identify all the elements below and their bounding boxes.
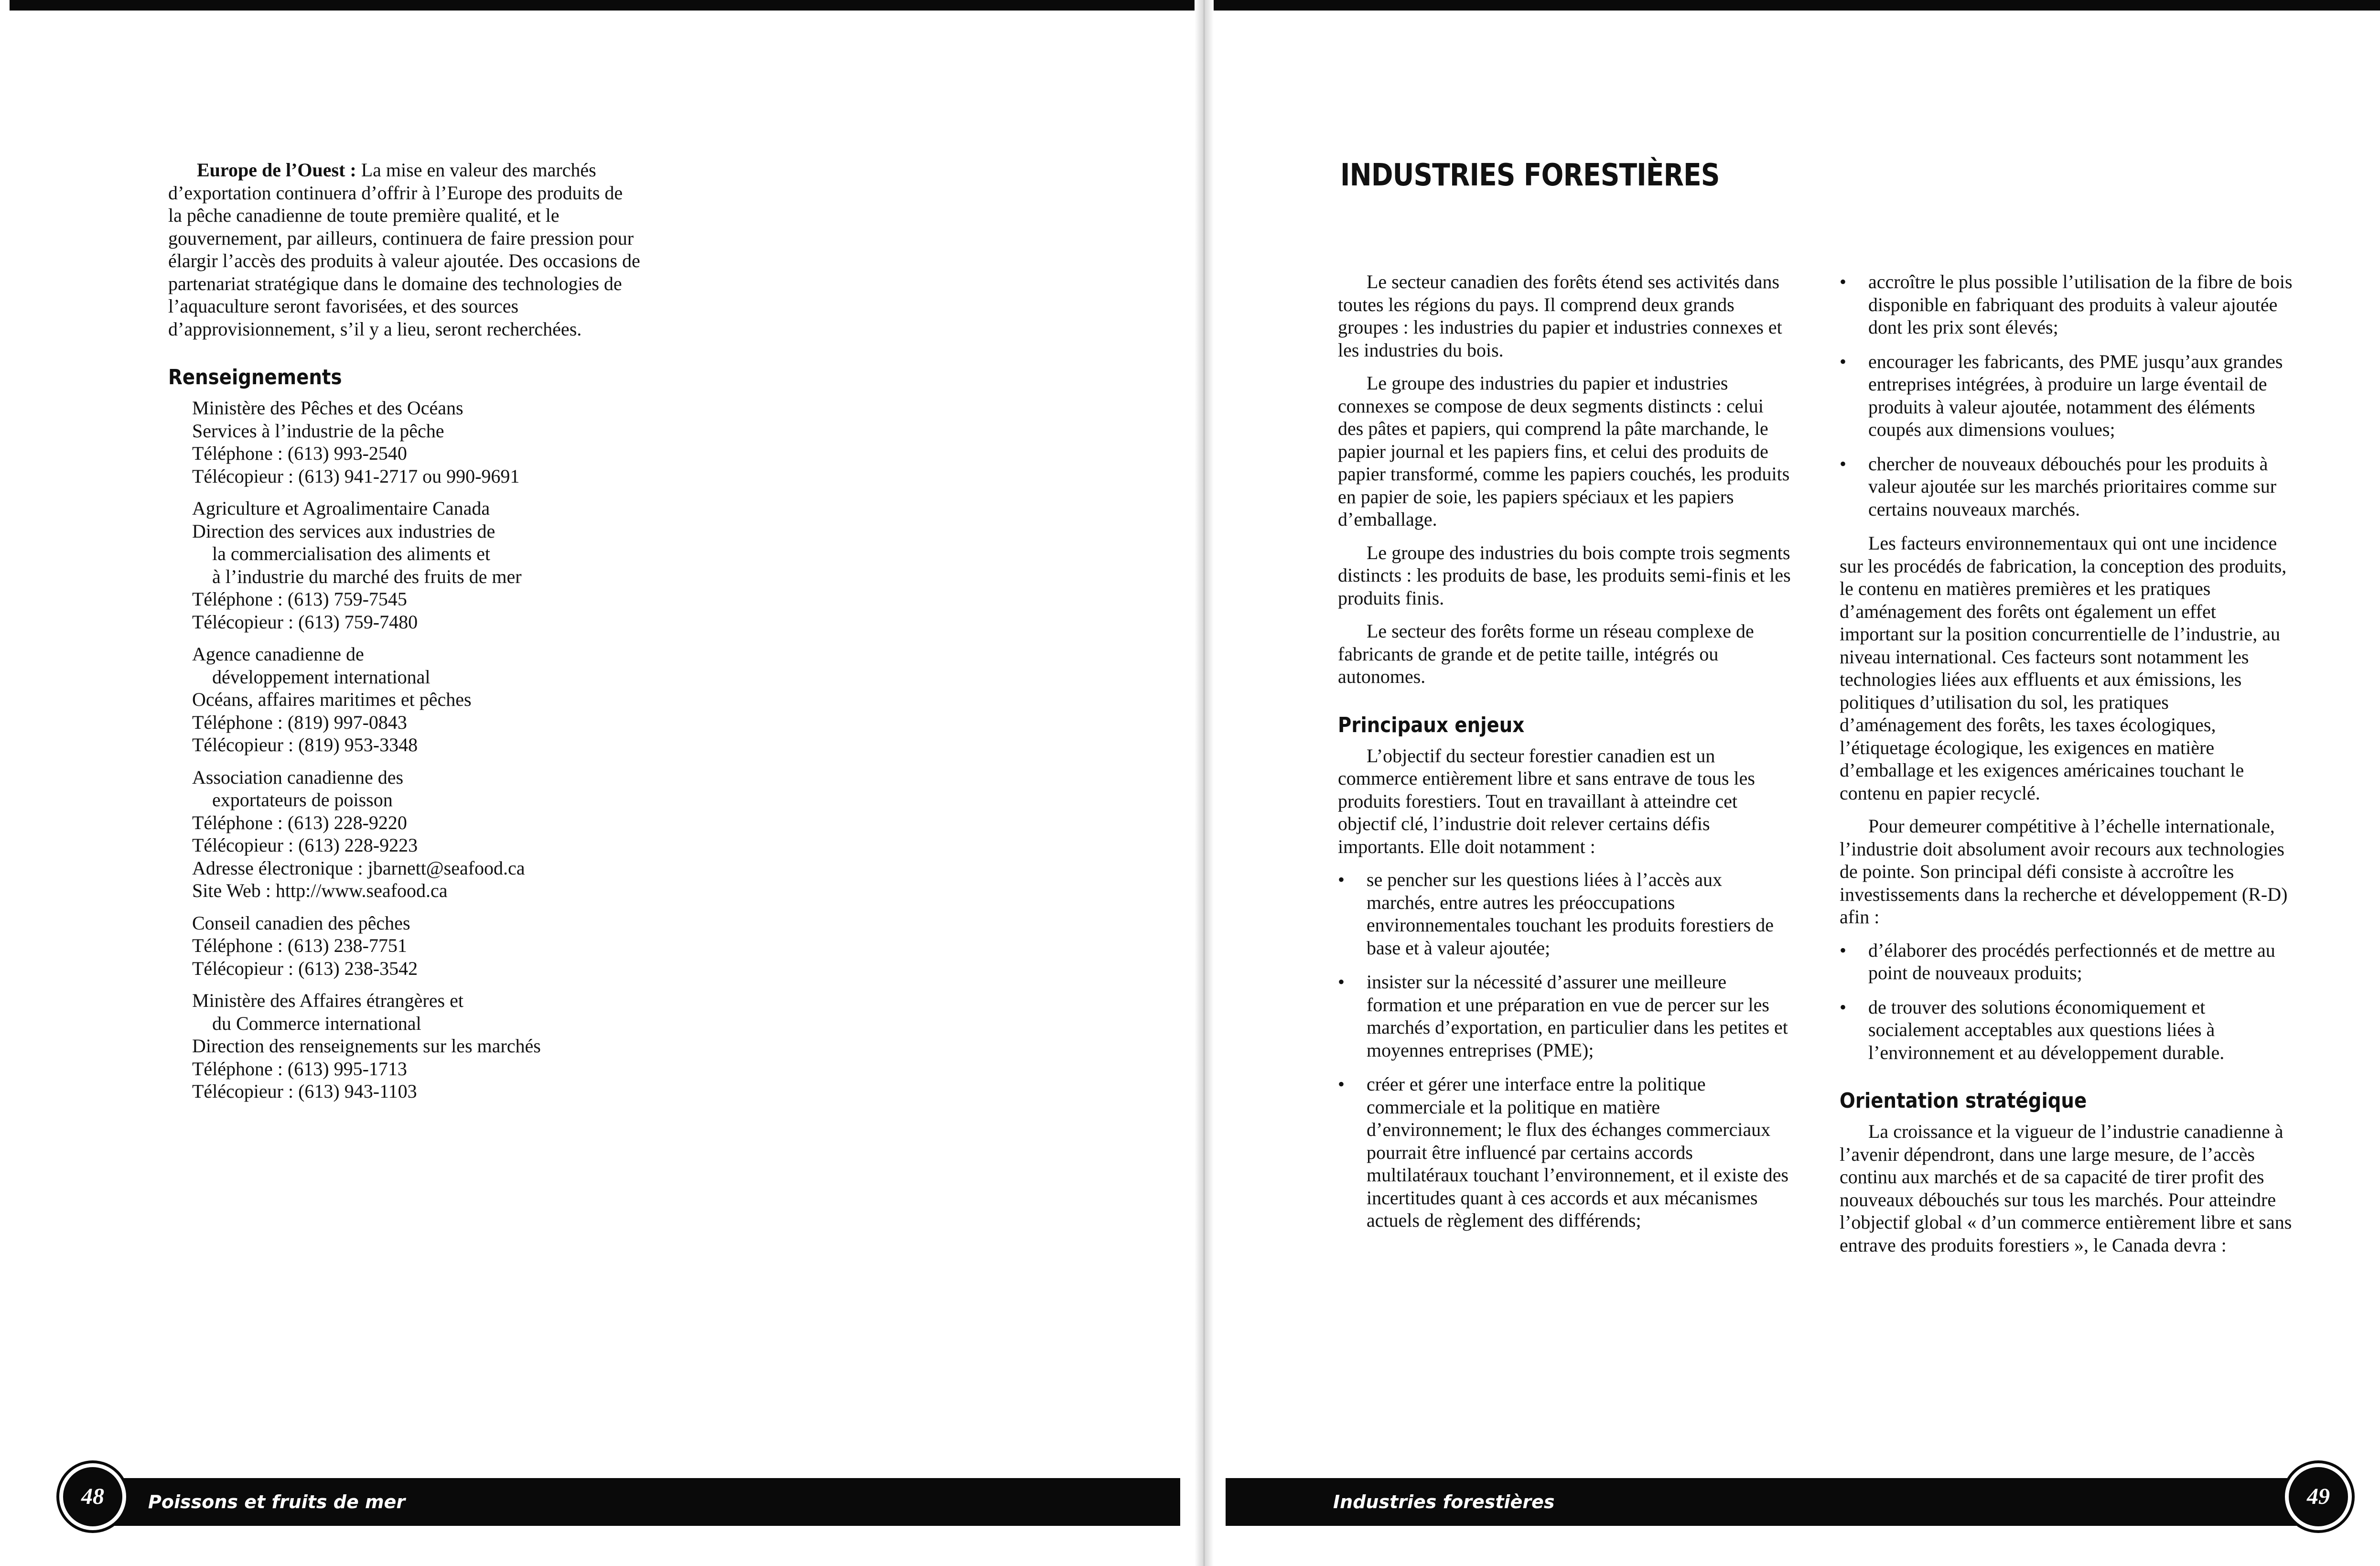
contacts-list	[168, 397, 641, 1103]
footer-label-left: Poissons et fruits de mer	[148, 1491, 406, 1512]
contact-line: du Commerce international	[212, 1012, 421, 1034]
list-item: • accroître le plus possible l’utilisation de la fibre de bois disponible en fabriquant des produits à valeur ajoutée dont les prix sont élevés;	[1840, 270, 2294, 339]
right-page-column-1	[1338, 270, 1792, 1243]
bullet-list	[1840, 270, 2294, 520]
contact-line: Ministère des Pêches et des Océans	[192, 397, 463, 419]
footer-bar-left	[96, 1478, 1180, 1526]
contact-line: Télécopieur : (613) 759-7480	[192, 611, 418, 633]
europe-heading: Europe de l’Ouest :	[197, 159, 356, 181]
left-page-column	[168, 159, 641, 1112]
contact-line: Direction des renseignements sur les marchés	[192, 1035, 541, 1057]
contact-line: la commercialisation des aliments et	[212, 543, 491, 564]
contact-line: Océans, affaires maritimes et pêches	[192, 689, 472, 710]
contact-line: Téléphone : (613) 759-7545	[192, 588, 407, 610]
body-paragraph: La croissance et la vigueur de l’industrie canadienne à l’avenir dépendront, dans une large mesure, de l’accès continu aux marchés et de sa capacité de tirer profit des nouveaux débouchés sur tous les marchés. Pour atteindre l’objectif global « d’un commerce entièrement libre et sans entrave des produits forestiers », le Canada devra :	[1840, 1121, 2292, 1256]
contact-line: Ministère des Affaires étrangères et	[192, 990, 463, 1011]
contact-line: Téléphone : (819) 997-0843	[192, 711, 407, 733]
contact-line: Direction des services aux industries de	[192, 520, 495, 542]
contact-line: Agriculture et Agroalimentaire Canada	[192, 497, 490, 519]
list-item: • de trouver des solutions économiquement et socialement acceptables aux questions liées à l’environnement et au développement durable.	[1840, 996, 2294, 1064]
list-item: • se pencher sur les questions liées à l’accès aux marchés, entre autres les préoccupations environnementales touchant les produits forestiers de base et à valeur ajoutée;	[1338, 868, 1792, 959]
contact-line: Télécopieur : (613) 941-2717 ou 990-9691	[192, 465, 520, 487]
contact-line: Télécopieur : (613) 943-1103	[192, 1080, 417, 1102]
contact-line: Téléphone : (613) 993-2540	[192, 443, 407, 464]
contact-block-agriculture	[192, 497, 641, 633]
list-item: • créer et gérer une interface entre la politique commerciale et la politique en matière d’environnement; le flux des échanges commerciaux pourrait être influencé par certains accords multilatéraux touchant l’environnement, et il existe des incertitudes quant à ces accords et aux mécanismes actuels de règlement des différends;	[1338, 1073, 1792, 1232]
bullet-list	[1840, 939, 2294, 1064]
top-edge-bar-left	[10, 0, 1195, 11]
contact-block-peches	[192, 397, 641, 487]
footer-bar-right	[1226, 1478, 2301, 1526]
list-item: • insister sur la nécessité d’assurer une meilleure formation et une préparation en vue de percer sur les marchés d’exportation, en particulier dans les petites et moyennes entreprises (PME);	[1338, 971, 1792, 1061]
body-paragraph: Les facteurs environnementaux qui ont une incidence sur les procédés de fabrication, la conception des produits, le contenu en matières premières et les pratiques d’aménagement des forêts ont également un effet important sur la position concurrentielle de l’industrie, au niveau international. Ces facteurs sont notamment les technologies liées aux effluents et aux émissions, les politiques d’utilisation du sol, les pratiques d’aménagement des forêts, les taxes écologiques, l’étiquetage écologique, les exigences en matière d’emballage et les exigences américaines touchant le contenu en papier recyclé.	[1840, 532, 2287, 804]
body-paragraph: L’objectif du secteur forestier canadien est un commerce entièrement libre et sans entrave de tous les produits forestiers. Tout en travaillant à atteindre cet objectif clé, l’industrie doit relever certains défis importants. Elle doit notamment :	[1338, 745, 1755, 857]
section-title-renseignements: Renseignements	[168, 365, 342, 389]
contact-line: à l’industrie du marché des fruits de mer	[212, 565, 522, 587]
contact-line: Téléphone : (613) 238-7751	[192, 935, 407, 956]
contact-line: Téléphone : (613) 228-9220	[192, 811, 407, 833]
contact-block-conseil	[192, 912, 641, 980]
contact-line: Téléphone : (613) 995-1713	[192, 1058, 407, 1080]
list-item: • d’élaborer des procédés perfectionnés et de mettre au point de nouveaux produits;	[1840, 939, 2294, 984]
section-title-principaux-enjeux: Principaux enjeux	[1338, 713, 1525, 737]
body-paragraph: Le groupe des industries du bois compte trois segments distincts : les produits de base, les produits semi-finis et les produits finis.	[1338, 541, 1791, 609]
top-edge-bar-right	[1214, 0, 2380, 11]
body-paragraph: Le secteur canadien des forêts étend ses activités dans toutes les régions du pays. Il comprend deux grands groupes : les industries du papier et industries connexes et les industries du bois.	[1338, 271, 1782, 361]
body-paragraph: Le secteur des forêts forme un réseau complexe de fabricants de grande et de petite taille, intégrés ou autonomes.	[1338, 620, 1754, 687]
contact-line: exportateurs de poisson	[212, 789, 393, 810]
contact-email[interactable]: Adresse électronique : jbarnett@seafood.ca	[192, 857, 525, 879]
right-page-column-2	[1840, 270, 2294, 1267]
contact-website[interactable]: Site Web : http://www.seafood.ca	[192, 880, 448, 901]
page-number-left: 48	[59, 1463, 126, 1530]
contact-line: Conseil canadien des pêches	[192, 912, 410, 934]
bullet-list	[1338, 868, 1792, 1232]
page-title: INDUSTRIES FORESTIÈRES	[1340, 158, 1720, 193]
contact-line: Services à l’industrie de la pêche	[192, 420, 444, 442]
contact-block-acdi	[192, 643, 641, 756]
europe-paragraph	[168, 159, 641, 340]
contact-block-affaires-etrangeres	[192, 989, 641, 1103]
page-number-right: 49	[2285, 1463, 2352, 1530]
contact-line: développement international	[212, 666, 431, 688]
contact-line: Télécopieur : (613) 228-9223	[192, 834, 418, 856]
book-gutter	[1195, 0, 1214, 1566]
footer-label-right: Industries forestières	[1333, 1491, 1555, 1512]
body-paragraph: Le groupe des industries du papier et industries connexes se compose de deux segments distincts : celui des pâtes et papiers, qui comprend la pâte marchande, le papier journal et les papiers fins, et celui des produits de papier transformé, comme les papiers couchés, les produits en papier de soie, les papiers spéciaux et les papiers d’emballage.	[1338, 372, 1790, 530]
body-paragraph: Pour demeurer compétitive à l’échelle internationale, l’industrie doit absolument avoir recours aux technologies de pointe. Son principal défi consiste à accroître les investissements dans la recherche et développement (R-D) afin :	[1840, 815, 2288, 928]
list-item: • encourager les fabricants, des PME jusqu’aux grandes entreprises intégrées, à produire un large éventail de produits à valeur ajoutée, notamment des éléments coupés aux dimensions voulues;	[1840, 350, 2294, 441]
contact-line: Télécopieur : (819) 953-3348	[192, 734, 418, 756]
europe-text: La mise en valeur des marchés d’exportation continuera d’offrir à l’Europe des produits de la pêche canadienne de toute première qualité, et le gouvernement, par ailleurs, continuera de faire pression pour élargir l’accès des produits à valeur ajoutée. Des occasions de partenariat stratégique dans le domaine des technologies de l’aquaculture seront favorisées, et des sources d’approvisionnement, s’il y a lieu, seront recherchées.	[168, 159, 640, 340]
contact-block-association	[192, 766, 641, 902]
section-title-orientation-strategique: Orientation stratégique	[1840, 1089, 2087, 1113]
list-item: • chercher de nouveaux débouchés pour les produits à valeur ajoutée sur les marchés prioritaires comme sur certains nouveaux marchés.	[1840, 453, 2294, 521]
contact-line: Télécopieur : (613) 238-3542	[192, 957, 418, 979]
contact-line: Agence canadienne de	[192, 643, 364, 665]
contact-line: Association canadienne des	[192, 766, 404, 788]
